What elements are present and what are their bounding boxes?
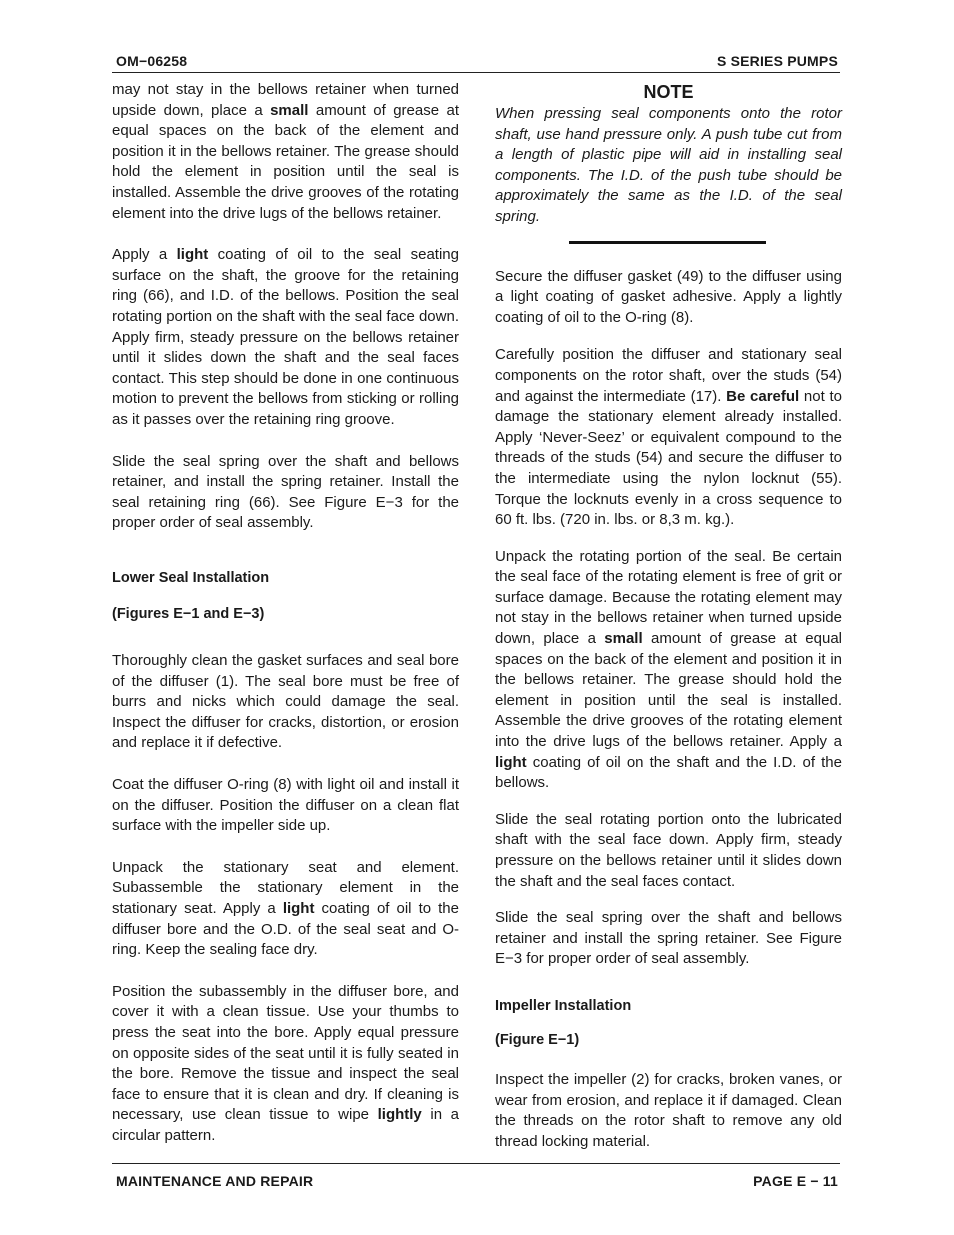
- series-title: S SERIES PUMPS: [716, 53, 838, 69]
- right-column: [495, 80, 842, 1153]
- paragraph-slide-rotating: Slide the seal rotating portion onto the lubricated shaft with the seal face down. Apply firm, steady pressure on the bellows retainer until it slides down the shaft and the seal faces contact.: [495, 810, 842, 890]
- paragraph-subassembly: Position the subassembly in the diffuser bore, and cover it with a clean tissue. Use your thumbs to press the seat into the bore. Apply equal pressure on opposite sides of the seat until it is fully seated in the bore. Remove the tissue and inspect the seal face to ensure that it is clean and dry. If cleaning is necessary, use clean tissue to wipe lightly in a circular pattern.: [112, 982, 459, 1144]
- paragraph-inspect-impeller: Inspect the impeller (2) for cracks, broken vanes, or wear from erosion, and replace it if damaged. Clean the threads on the rotor shaft to remove any old thread locking material.: [495, 1071, 842, 1150]
- paragraph-seal-seating: Apply a light coating of oil to the seal seating surface on the shaft, the groove for the retaining ring (66), and I.D. of the bellows. Position the seal rotating portion on the shaft with the seal face down. Apply firm, steady pressure on the bellows retainer until it slides down the shaft and the seal faces contact. This step should be done in one continuous motion to prevent the bellows from sticking or rolling as it passes over the retaining ring groove.: [112, 246, 459, 428]
- section-heading-impeller: Impeller Installation: [495, 997, 632, 1014]
- paragraph-position-diffuser: Carefully position the diffuser and stationary seal components on the rotor shaft, over the studs (54) and against the intermediate (17). Be careful not to damage the stationary element already installed. Apply ‘Never-Seez’ or equivalent compound to the threads of the studs (54) and secure the diffuser to the intermediate using the nylon locknut (55). Torque the locknuts evenly in a cross sequence to 60 ft. lbs. (720 in. lbs. or 8,3 m. kg.).: [495, 346, 842, 529]
- paragraph-rotating-portion: Unpack the rotating portion of the seal. Be certain the seal face of the rotating element is free of grit or surface damage. Because the rotating element may not stay in the bellows retainer when turned upside down, place a small amount of grease at equal spaces on the back of the element and position it in the bellows retainer. The grease should hold the element in position until the seal is installed. Assemble the drive grooves of the rotating element into the drive lugs of the bellows retainer. Apply a light coating of oil on the shaft and the I.D. of the bellows.: [495, 547, 842, 792]
- page-footer: [112, 1163, 840, 1190]
- paragraph-slide-spring: Slide the seal spring over the shaft and bellows retainer and install the spring retainer. See Figure E−3 for proper order of seal assembly.: [495, 909, 842, 968]
- note-body: When pressing seal components onto the rotor shaft, use hand pressure only. A push tube cut from a length of plastic pipe will aid in installing seal components. The I.D. of the push tube should be approximately the same as the I.D. of the seal spring.: [495, 105, 842, 225]
- page-number: PAGE E − 11: [753, 1173, 838, 1189]
- document-number: OM−06258: [116, 53, 188, 69]
- left-column: [112, 80, 459, 1147]
- paragraph-diffuser-gasket: Secure the diffuser gasket (49) to the diffuser using a light coating of gasket adhesive. Apply a lightly coating of oil to the O-ring (8).: [495, 267, 842, 326]
- chapter-title: MAINTENANCE AND REPAIR: [116, 1173, 314, 1189]
- note-title: NOTE: [643, 82, 694, 102]
- paragraph-bellows-grease: may not stay in the bellows retainer when turned upside down, place a small amount of grease at equal spaces on the back of the element and position it in the bellows retainer. The grease should hold the element in position until the seal is installed. Assemble the drive grooves of the rotating element into the drive lugs of the bellows retainer.: [112, 81, 459, 222]
- section-heading-lower-seal: Lower Seal Installation: [112, 569, 270, 586]
- paragraph-diffuser-oring: Coat the diffuser O-ring (8) with light oil and install it on the diffuser. Position the diffuser on a clean flat surface with the impeller side up.: [112, 776, 459, 835]
- section-subheading-figures: (Figures E−1 and E−3): [112, 606, 265, 623]
- paragraph-seal-spring: Slide the seal spring over the shaft and bellows retainer, and install the spring retainer. Install the seal retaining ring (66). See Figure E−3 for the proper order of seal assembly.: [112, 452, 459, 532]
- paragraph-stationary-seat: Unpack the stationary seat and element. Subassemble the stationary element in the stationary seat. Apply a light coating of oil to the diffuser bore and the O.D. of the seal seat and O-ring. Keep the sealing face dry.: [112, 858, 459, 959]
- section-subheading-figure: (Figure E−1): [495, 1031, 580, 1048]
- paragraph-clean-gasket: Thoroughly clean the gasket surfaces and seal bore of the diffuser (1). The seal bore must be free of burrs and nicks which could damage the seal. Inspect the diffuser for cracks, distortion, or erosion and replace it if defective.: [112, 652, 459, 752]
- page-header: [112, 52, 840, 73]
